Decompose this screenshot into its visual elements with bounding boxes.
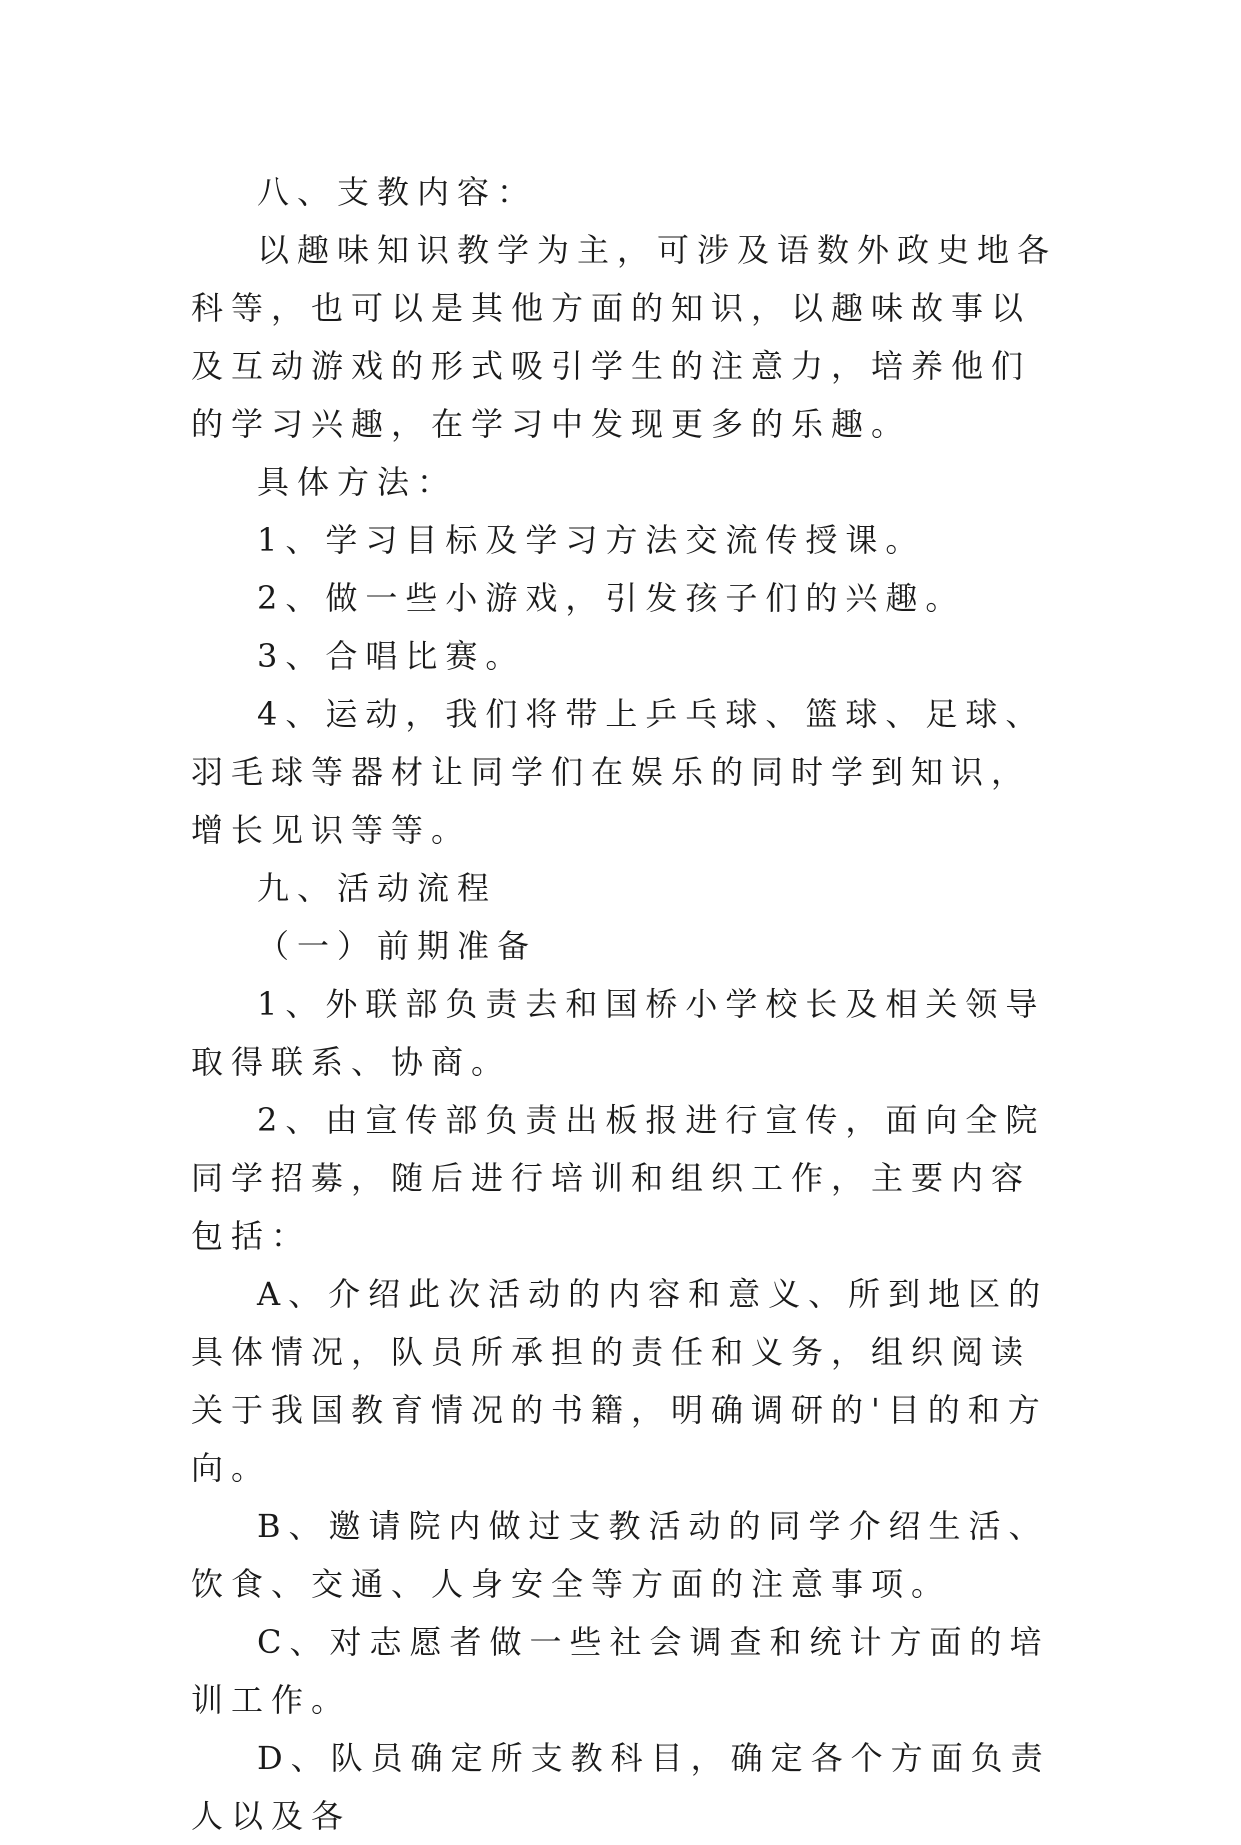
list-item-preparation-d: D、队员确定所支教科目，确定各个方面负责人以及各 [191, 1739, 1051, 1835]
section-heading-teaching-content: 八、支教内容： [257, 173, 538, 211]
list-item-preparation-2: 2、由宣传部负责出板报进行宣传，面向全院同学招募，随后进行培训和组织工作，主要内容包括： [191, 1101, 1046, 1255]
list-item-preparation-b: B、邀请院内做过支教活动的同学介绍生活、饮食、交通、人身安全等方面的注意事项。 [191, 1507, 1049, 1603]
subheading-preparation: （一）前期准备 [257, 927, 538, 965]
list-item-method-1: 1、学习目标及学习方法交流传授课。 [257, 521, 926, 559]
list-item-preparation-1: 1、外联部负责去和国桥小学校长及相关领导取得联系、协商。 [191, 985, 1046, 1081]
list-item-method-2: 2、做一些小游戏，引发孩子们的兴趣。 [257, 579, 966, 617]
document-body [191, 163, 1061, 1845]
subheading-methods: 具体方法： [257, 463, 458, 501]
section-heading-activity-flow: 九、活动流程 [257, 869, 498, 907]
list-item-preparation-c: C、对志愿者做一些社会调查和统计方面的培训工作。 [191, 1623, 1050, 1719]
paragraph-teaching-content: 以趣味知识教学为主，可涉及语数外政史地各科等，也可以是其他方面的知识，以趣味故事以及互动游戏的形式吸引学生的注意力，培养他们的学习兴趣，在学习中发现更多的乐趣。 [191, 231, 1058, 443]
list-item-method-3: 3、合唱比赛。 [257, 637, 526, 675]
list-item-method-4: 4、运动，我们将带上乒乓球、篮球、足球、羽毛球等器材让同学们在娱乐的同时学到知识，增长见识等等。 [191, 695, 1046, 849]
list-item-preparation-a: A、介绍此次活动的内容和意义、所到地区的具体情况，队员所承担的责任和义务，组织阅读关于我国教育情况的书籍，明确调研的'目的和方向。 [191, 1275, 1049, 1487]
